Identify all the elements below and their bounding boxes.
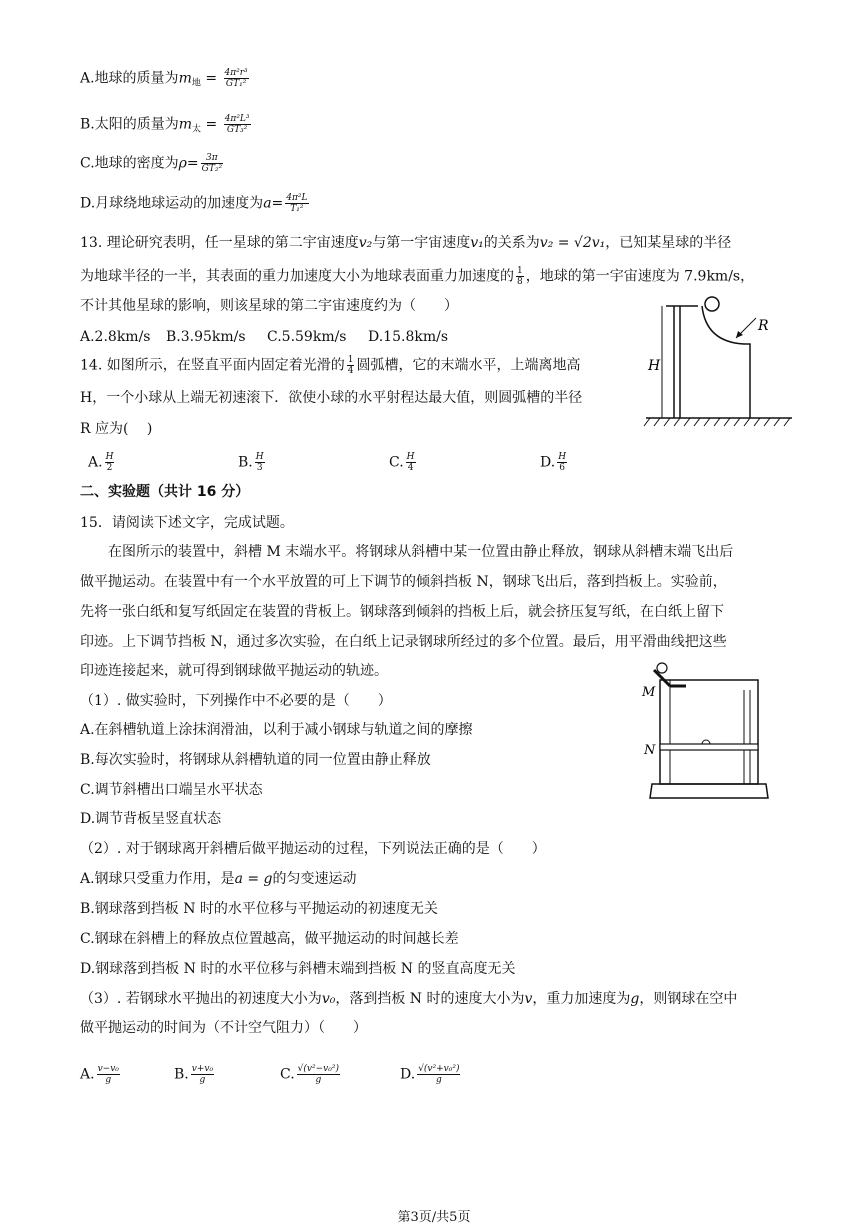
q15-sub2-option-a: A.钢球只受重力作用，是a = g的匀变速运动 [80, 871, 357, 887]
q15-sub2-option-c: C.钢球在斜槽上的释放点位置越高，做平抛运动的时间越长差 [80, 931, 459, 947]
baffle-n [660, 744, 758, 750]
fraction: $\frac{H}{3}$ [255, 452, 264, 473]
q15-sub2-question: （2）. 对于钢球离开斜槽后做平抛运动的过程，下列说法正确的是（ ） [80, 841, 546, 857]
q15-sub1-option-a: A.在斜槽轨道上涂抹润滑油，以利于减小钢球与轨道之间的摩擦 [80, 722, 473, 738]
fraction: $\frac{\text{4π²r³}}{\text{GT₁²}}$ [224, 68, 248, 89]
fraction: $\frac{\text{4π²L}}{\text{T₁²}}$ [286, 193, 308, 214]
q13-option-a: A.2.8km/s [80, 329, 151, 345]
fraction: $\frac{\text{√(v²+v₀²)}}{g}$ [418, 1064, 460, 1085]
q13-line-3: 不计其他星球的影响，则该星球的第二宇宙速度约为（ ） [80, 298, 458, 314]
q15-sub3-question-line-1: （3）. 若钢球水平抛出的初速度大小为v₀，落到挡板 N 时的速度大小为v，重力加速度为g，则钢球在空中 [80, 991, 738, 1007]
fraction: $\frac{3\pi}{\text{GT₂²}}$ [201, 153, 223, 174]
label-n: N [644, 743, 656, 758]
base [650, 784, 768, 798]
q13-line-1: 13. 理论研究表明，任一星球的第二宇宙速度v₂与第一宇宙速度v₁的关系为v₂ = √2v₁，已知某星球的半径 [80, 235, 732, 251]
ground-hatch [644, 418, 790, 426]
q15-sub3-option-b: B. $\frac{\text{v+v₀}}{g}$ [174, 1064, 214, 1085]
q12-option-d: D.月球绕地球运动的加速度为a= $\frac{\text{4π²L}}{\text{T₁²}}$ [80, 193, 308, 214]
q15-intro: 15．请阅读下述文字，完成试题。 [80, 515, 294, 531]
fraction: $\frac{1}{8}$ [517, 266, 523, 287]
q15-sub3-option-c: C. $\frac{\text{√(v²−v₀²)}}{g}$ [280, 1064, 339, 1085]
q12-option-a: A.地球的质量为$m_地$ = $\frac{\text{4π²r³}}{\text{GT₁²}}$ [80, 68, 248, 89]
page-footer: 第3页/共5页 [397, 1210, 471, 1225]
q15-sub1-option-b: B.每次实验时，将钢球从斜槽轨道的同一位置由静止释放 [80, 752, 431, 768]
q14-line-2: H，一个小球从上端无初速滚下．欲使小球的水平射程达最大值，则圆弧槽的半径 [80, 390, 583, 406]
label-h: H [648, 358, 661, 374]
q15-sub1-option-c: C.调节斜槽出口端呈水平状态 [80, 782, 263, 798]
q15-sub3-option-d: D. $\frac{\text{√(v²+v₀²)}}{g}$ [400, 1064, 460, 1085]
fraction: $\frac{\text{√(v²−v₀²)}}{g}$ [297, 1064, 339, 1085]
q13-line-2: 为地球半径的一半，其表面的重力加速度大小为地球表面重力加速度的 $\frac{1}{8}$ ，地球的第一宇宙速度为 7.9km/s， [80, 266, 755, 287]
fraction: $\frac{1}{4}$ [347, 355, 354, 376]
q14-option-b: B. $\frac{H}{3}$ [238, 452, 264, 473]
q14-option-a: A. $\frac{H}{2}$ [88, 452, 114, 473]
q14-option-d: D. $\frac{H}{6}$ [540, 452, 567, 473]
q15-sub1-option-d: D.调节背板呈竖直状态 [80, 811, 222, 827]
q13-option-c: C.5.59km/s [267, 329, 347, 345]
fraction: $\frac{\text{v−v₀}}{g}$ [97, 1064, 119, 1085]
fraction: $\frac{H}{6}$ [558, 452, 567, 473]
section-title: 二、实验题（共计 16 分） [80, 484, 250, 500]
fraction: $\frac{H}{2}$ [105, 452, 114, 473]
back-board [660, 680, 758, 784]
fraction: $\frac{\text{4π²L³}}{\text{GT₃²}}$ [224, 114, 250, 135]
ball-icon [705, 297, 719, 311]
fraction: $\frac{H}{4}$ [406, 452, 415, 473]
q15-sub3-option-a: A. $\frac{\text{v−v₀}}{g}$ [80, 1064, 119, 1085]
q15-sub2-option-b: B.钢球落到挡板 N 时的水平位移与平抛运动的初速度无关 [80, 901, 438, 917]
q15-paragraph-line: 做平抛运动。在装置中有一个水平放置的可上下调节的倾斜挡板 N，钢球飞出后，落到挡板上。实验前， [80, 574, 727, 590]
label-r: R [758, 318, 769, 334]
q15-paragraph-line: 在图所示的装置中，斜槽 M 末端水平。将钢球从斜槽中某一位置由静止释放，钢球从斜槽末端飞出后 [108, 544, 734, 560]
q13-option-d: D.15.8km/s [368, 329, 449, 345]
q15-sub1-question: （1）. 做实验时，下列操作中不必要的是（ ） [80, 693, 392, 709]
label-m: M [642, 685, 656, 700]
fraction: $\frac{\text{v+v₀}}{g}$ [191, 1064, 214, 1085]
q13-option-b: B.3.95km/s [166, 329, 246, 345]
q15-paragraph-line: 先将一张白纸和复写纸固定在装置的背板上。钢球落到倾斜的挡板上后，就会挤压复写纸，在白纸上留下 [80, 604, 724, 620]
q12-option-c: C.地球的密度为ρ= $\frac{3\pi}{\text{GT₂²}}$ [80, 153, 223, 174]
arc-track [702, 306, 750, 418]
ball-icon [657, 663, 667, 673]
q15-paragraph-line: 印迹连接起来，就可得到钢球做平抛运动的轨迹。 [80, 663, 388, 679]
q12-option-b: B.太阳的质量为$m_太$ = $\frac{\text{4π²L³}}{\text{GT₃²}}$ [80, 114, 250, 135]
q15-sub3-question-line-2: 做平抛运动的时间为（不计空气阻力）（ ） [80, 1020, 367, 1036]
projectile-apparatus-figure [640, 660, 770, 800]
q14-option-c: C. $\frac{H}{4}$ [389, 452, 415, 473]
arc-track-figure [640, 290, 800, 440]
q15-sub2-option-d: D.钢球落到挡板 N 时的水平位移与斜槽末端到挡板 N 的竖直高度无关 [80, 961, 516, 977]
q15-paragraph-line: 印迹。上下调节挡板 N，通过多次实验，在白纸上记录钢球所经过的多个位置。最后，用平滑曲线把这些 [80, 634, 727, 650]
q14-line-1: 14. 如图所示，在竖直平面内固定着光滑的 $\frac{1}{4}$ 圆弧槽，它的末端水平，上端离地高 [80, 355, 581, 376]
q14-line-3: R 应为( ) [80, 421, 153, 437]
